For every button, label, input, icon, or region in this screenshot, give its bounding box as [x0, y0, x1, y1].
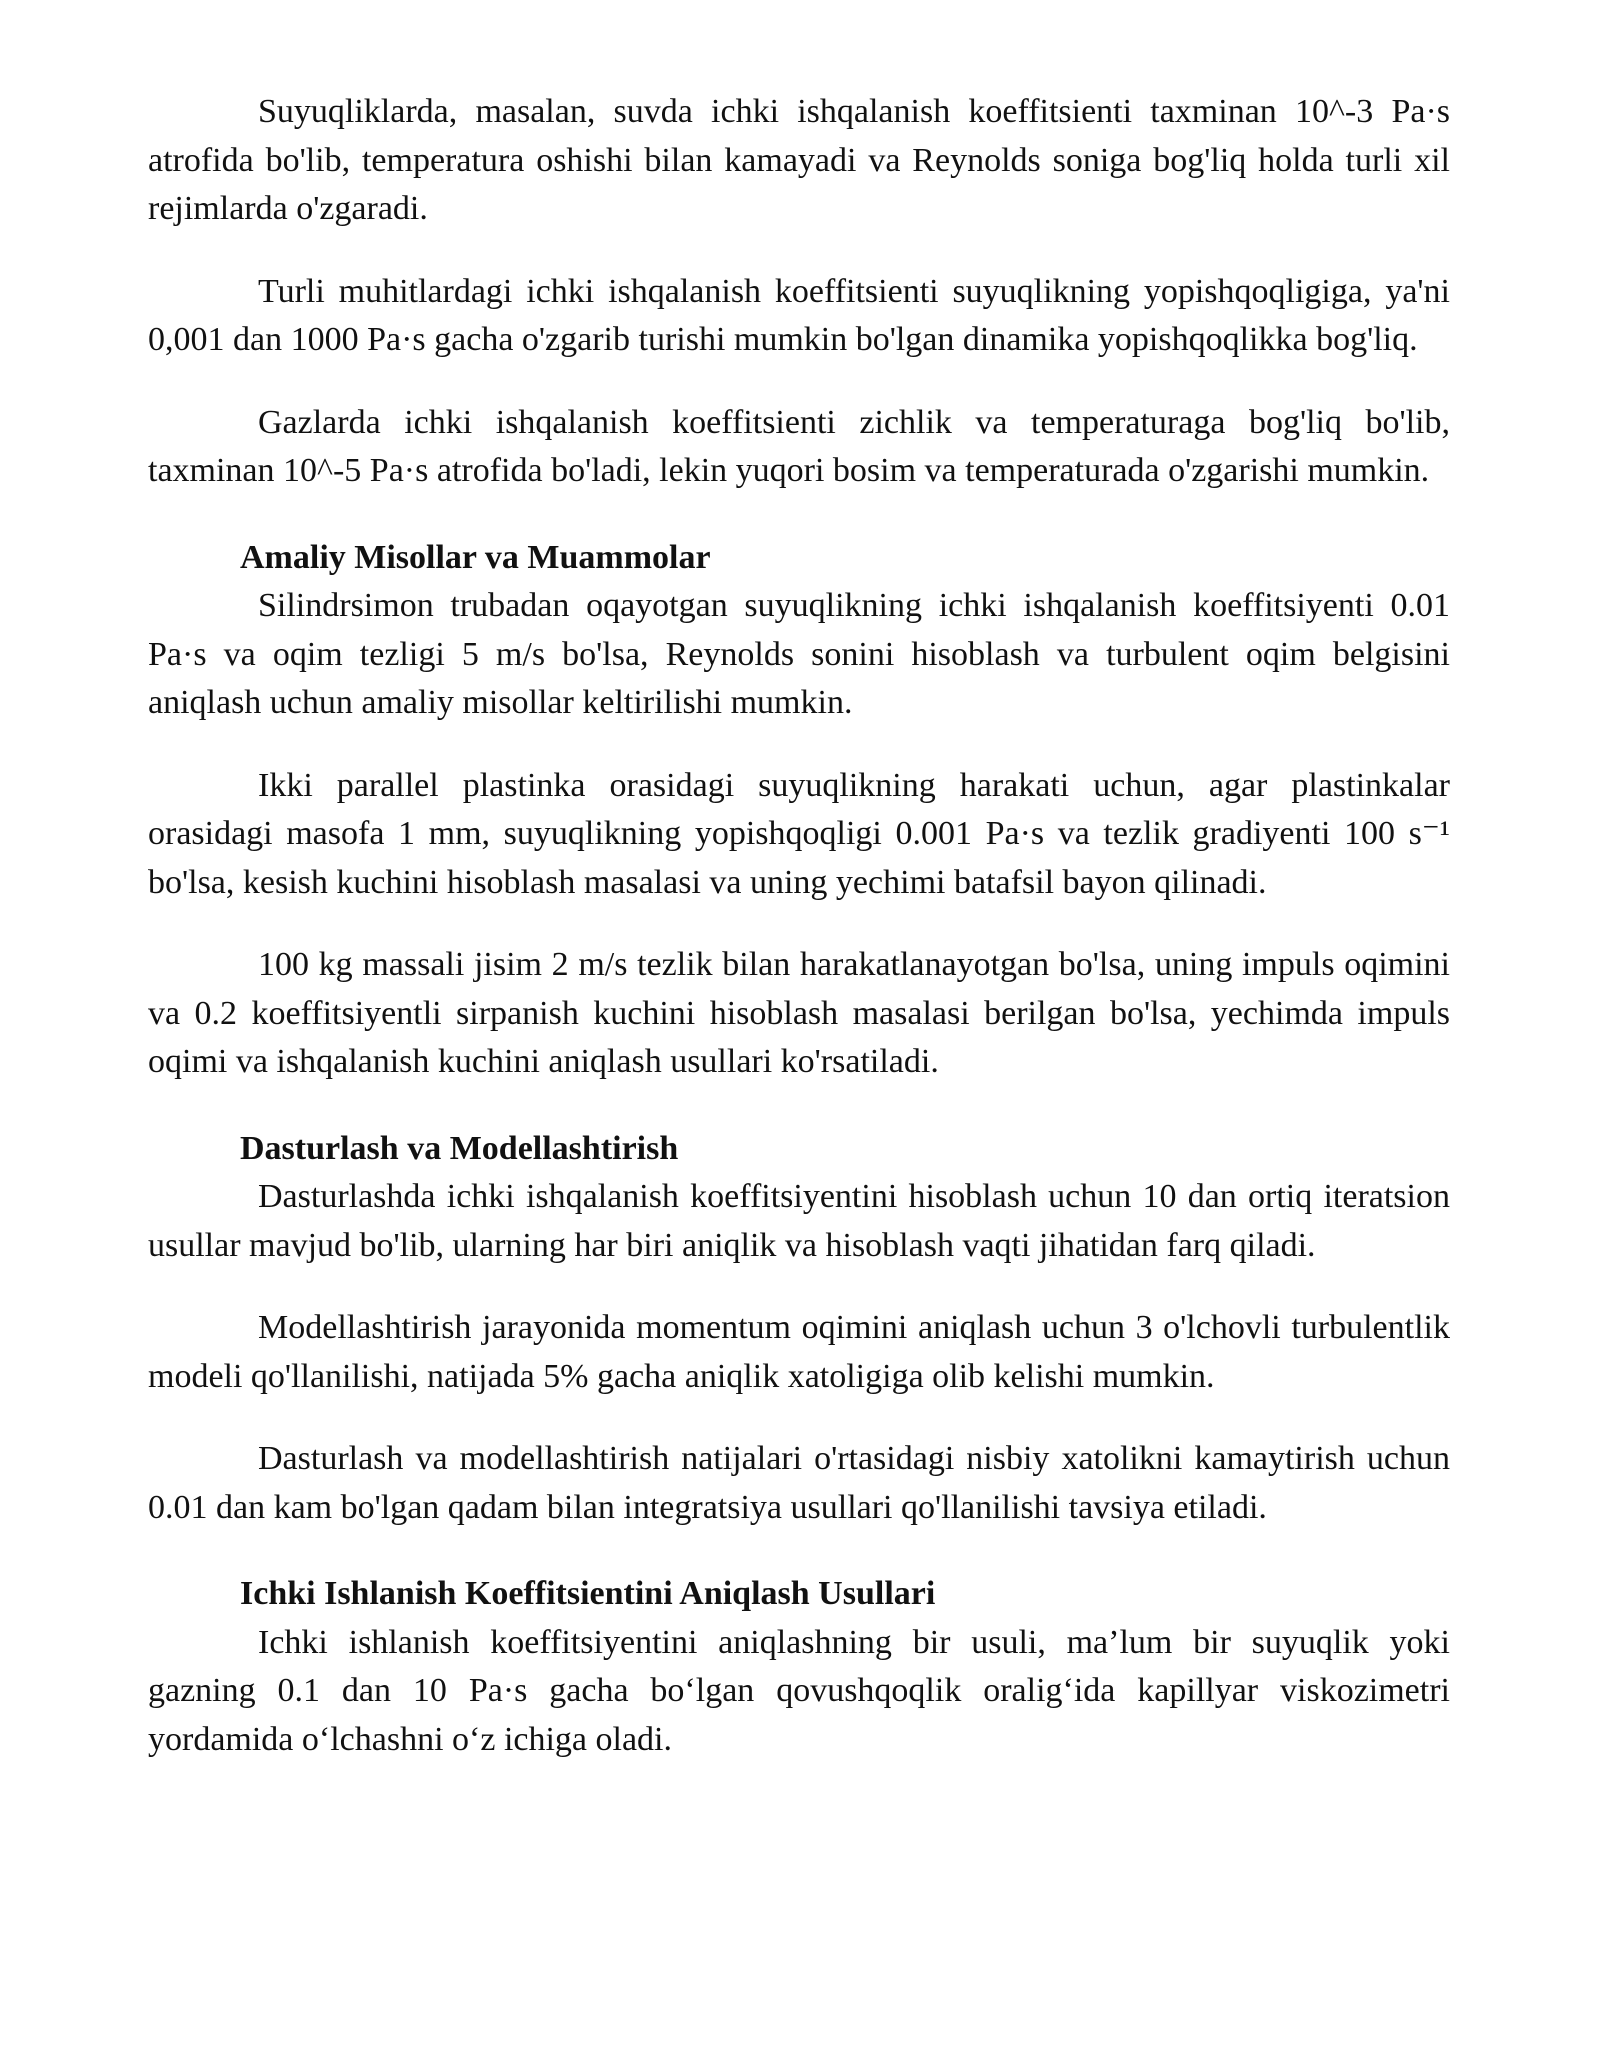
paragraph-iterative-methods: Dasturlashda ichki ishqalanish koeffitsiyentini hisoblash uchun 10 dan ortiq iteratsion usullar mavjud bo'lib, ularning har biri aniqlik va hisoblash vaqti jihatidan farq qiladi.	[148, 1178, 1450, 1264]
heading-determination-methods: Ichki Ishlanish Koeffitsientini Aniqlash Usullari	[240, 1575, 936, 1612]
document-page	[148, 88, 1450, 1764]
paragraph-gases-viscosity: Gazlarda ichki ishqalanish koeffitsienti zichlik va temperaturaga bog'liq bo'lib, taxminan 10^-5 Pa·s atrofida bo'ladi, lekin yuqori bosim va temperaturada o'zgarishi mumkin.	[148, 403, 1450, 489]
paragraph-media-viscosity: Turli muhitlardagi ichki ishqalanish koeffitsienti suyuqlikning yopishqoqligiga, ya'ni 0,001 dan 1000 Pa·s gacha o'zgarib turishi mumkin bo'lgan dinamika yopishqoqlikka bog'liq.	[148, 272, 1450, 358]
paragraph-capillary-viscometer: Ichki ishlanish koeffitsiyentini aniqlashning bir usuli, ma’lum bir suyuqlik yoki gazning 0.1 dan 10 Pa·s gacha bo‘lgan qovushqoqlik oralig‘ida kapillyar viskozimetri yordamida o‘lchashni o‘z ichiga oladi.	[148, 1623, 1450, 1758]
paragraph-turbulence-model: Modellashtirish jarayonida momentum oqimini aniqlash uchun 3 o'lchovli turbulentlik modeli qo'llanilishi, natijada 5% gacha aniqlik xatoligiga olib kelishi mumkin.	[148, 1309, 1450, 1395]
paragraph-impulse-flow: 100 kg massali jisim 2 m/s tezlik bilan harakatlanayotgan bo'lsa, uning impuls oqimini va 0.2 koeffitsiyentli sirpanish kuchini hisoblash masalasi berilgan bo'lsa, yechimda impuls oqimi va ishqalanish kuchini aniqlash usullari ko'rsatiladi.	[148, 946, 1450, 1080]
heading-programming-modeling: Dasturlash va Modellashtirish	[240, 1129, 679, 1167]
paragraph-integration-step: Dasturlash va modellashtirish natijalari o'rtasidagi nisbiy xatolikni kamaytirish uchun 0.01 dan kam bo'lgan qadam bilan integratsiya usullari qo'llanilishi tavsiya etiladi.	[148, 1440, 1450, 1526]
heading-practical-examples: Amaliy Misollar va Muammolar	[240, 538, 711, 576]
section-spacer	[148, 496, 1450, 534]
paragraph-liquids-viscosity: Suyuqliklarda, masalan, suvda ichki ishqalanish koeffitsienti taxminan 10^-3 Pa·s atrofida bo'lib, temperatura oshishi bilan kamayadi va Reynolds soniga bog'liq holda turli xil rejimlarda o'zgaradi.	[148, 93, 1450, 227]
section-spacer	[148, 1532, 1450, 1570]
paragraph-parallel-plates: Ikki parallel plastinka orasidagi suyuqlikning harakati uchun, agar plastinkalar orasidagi masofa 1 mm, suyuqlikning yopishqoqligi 0.001 Pa·s va tezlik gradiyenti 100 s⁻¹ bo'lsa, kesish kuchini hisoblash masalasi va uning yechimi batafsil bayon qilinadi.	[148, 766, 1450, 901]
section-spacer	[148, 1087, 1450, 1125]
paragraph-cylinder-tube: Silindrsimon trubadan oqayotgan suyuqlikning ichki ishqalanish koeffitsiyenti 0.01 Pa·s va oqim tezligi 5 m/s bo'lsa, Reynolds sonini hisoblash va turbulent oqim belgisini aniqlash uchun amaliy misollar keltirilishi mumkin.	[148, 587, 1450, 721]
